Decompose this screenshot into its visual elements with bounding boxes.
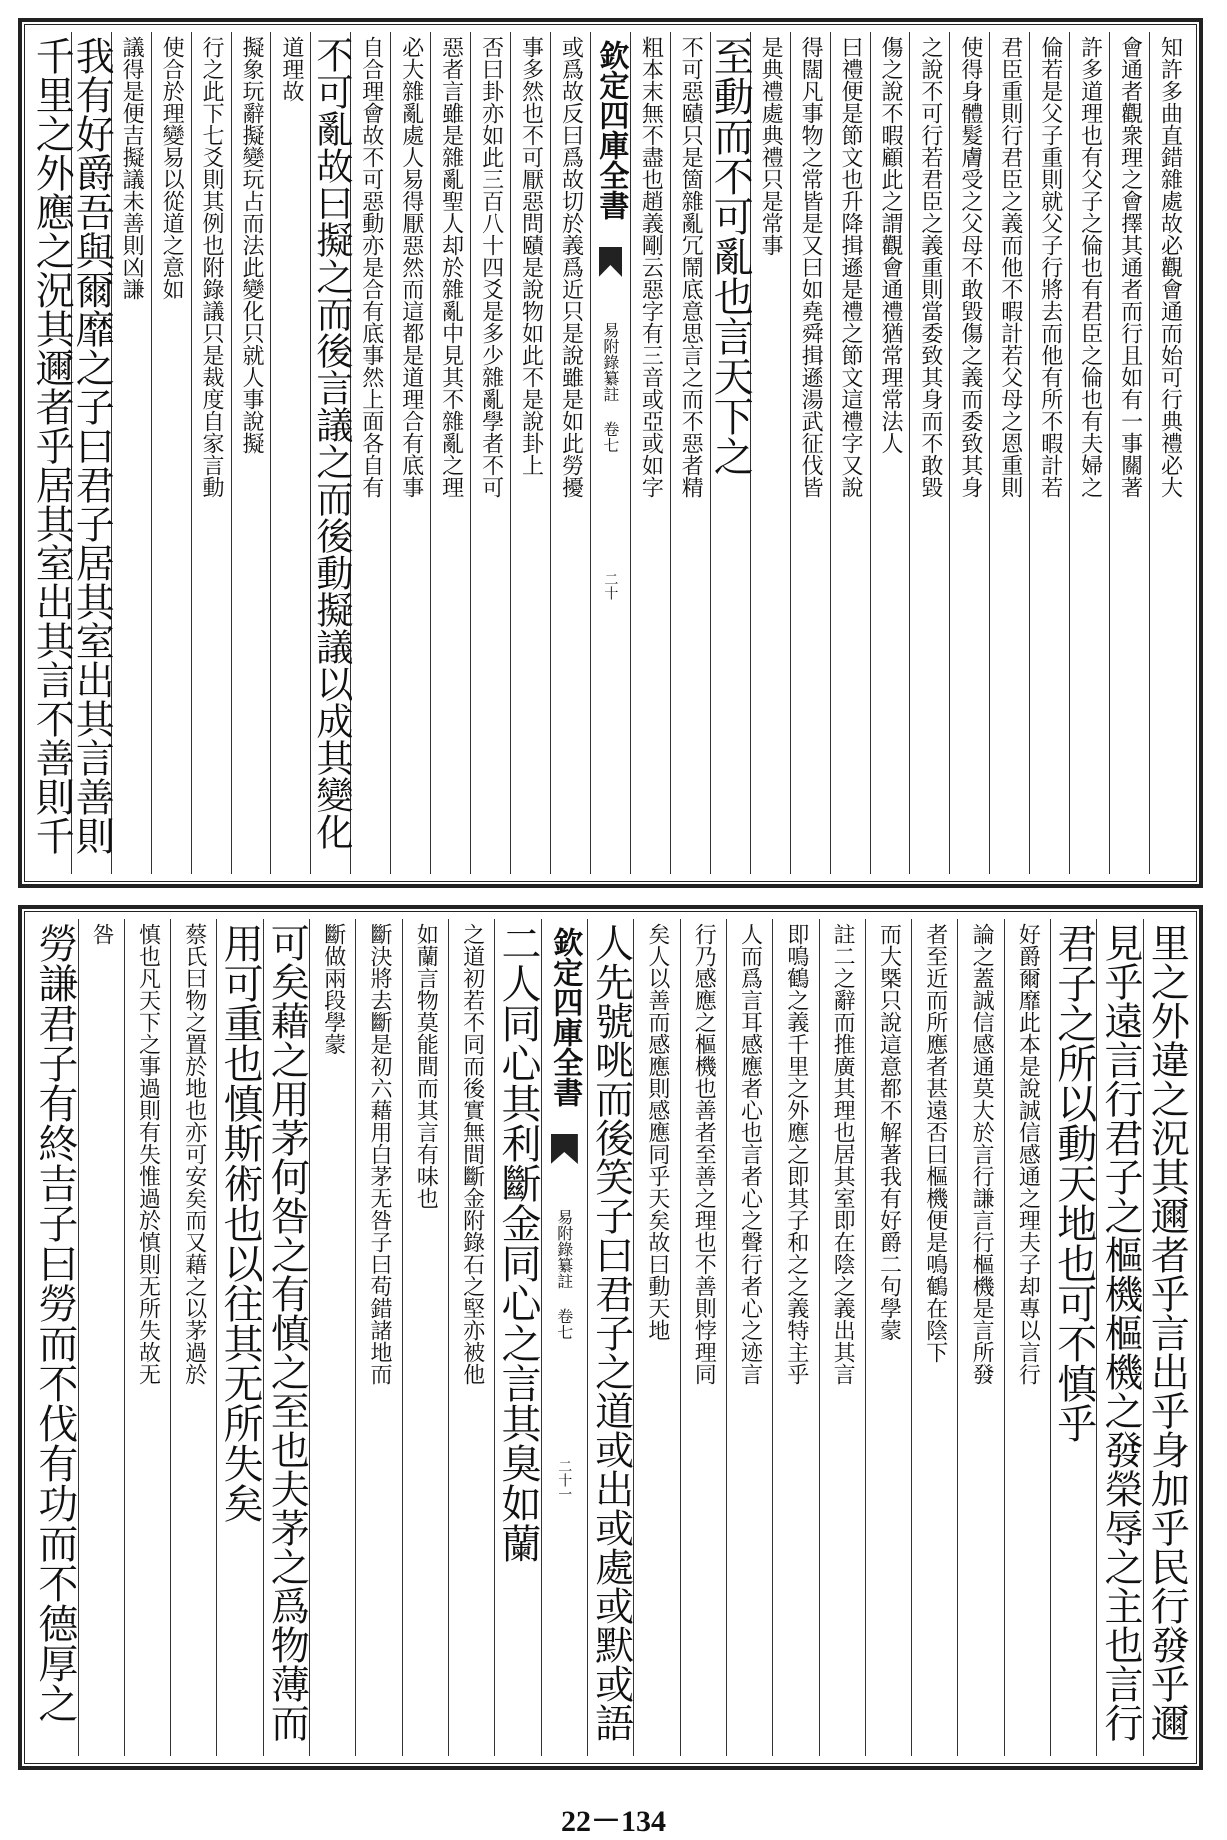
- commentary-text: 曰禮便是節文也升降揖遜是禮之節文這禮字又說: [838, 36, 864, 498]
- commentary-column: [355, 919, 401, 1756]
- commentary-column: [191, 32, 231, 874]
- center-fold-column: [590, 32, 630, 874]
- main-text: 見乎遠言行君子之樞機樞機之發榮辱之主也言行: [1098, 923, 1144, 1742]
- commentary-column: [680, 919, 726, 1756]
- commentary-text: 會通者觀衆理之會擇其通者而行且如有一事關著: [1117, 36, 1143, 498]
- main-text: 人先號咷而後笑子曰君子之道或出或處或默或語: [588, 923, 634, 1742]
- commentary-column: [726, 919, 772, 1756]
- commentary-text: 得闊凡事物之常皆是又曰如堯舜揖遜湯武征伐皆: [798, 36, 824, 498]
- commentary-column: [309, 919, 355, 1756]
- main-text-column: [309, 32, 353, 874]
- commentary-text: 使合於理變易以從道之意如: [159, 36, 185, 300]
- folio-number: 二十一: [556, 1459, 573, 1501]
- volume-label: 易附錄纂註 卷七: [600, 322, 620, 453]
- commentary-column: [78, 919, 124, 1756]
- commentary-text: 許多道理也有父子之倫也有君臣之倫也有夫婦之: [1077, 36, 1103, 498]
- commentary-text: 粗本末無不盡也趙義剛云惡字有三音或亞或如字: [638, 36, 664, 498]
- main-text: 里之外違之況其邇者乎言出乎身加乎民行發乎邇: [1144, 923, 1190, 1742]
- main-text-column: [494, 919, 540, 1756]
- commentary-text: 矣人以善而感應則感應同乎天矣故曰動天地: [644, 923, 670, 1341]
- commentary-column: [772, 919, 818, 1756]
- commentary-text: 擬象玩辭擬變玩占而法此變化只就人事說擬: [238, 36, 264, 454]
- commentary-column: [949, 32, 989, 874]
- main-text-column: [1143, 919, 1189, 1756]
- commentary-text: 道理故: [278, 36, 304, 102]
- main-text: 勞謙君子有終吉子曰勞而不伐有功而不德厚之: [31, 923, 78, 1723]
- commentary-column: [151, 32, 191, 874]
- main-text-column: [216, 919, 262, 1756]
- commentary-column: [402, 919, 448, 1756]
- bottom-page-frame: [18, 905, 1203, 1770]
- commentary-text: 事多然也不可厭惡問賾是說物如此不是說卦上: [518, 36, 544, 476]
- commentary-text: 君臣重則行君臣之義而他不暇計若父母之恩重則: [997, 36, 1023, 498]
- main-text-column: [1096, 919, 1142, 1756]
- top-page-frame: [18, 18, 1203, 888]
- commentary-column: [1029, 32, 1069, 874]
- commentary-text: 斷做兩段學蒙: [320, 923, 346, 1055]
- commentary-text: 行乃感應之樞機也善者至善之理也不善則悖理同: [691, 923, 717, 1385]
- fish-tail-mark: [599, 247, 622, 277]
- main-text: 我有好爵吾與爾靡之子曰君子居其室出其言善則: [69, 36, 115, 855]
- bottom-columns: [32, 919, 1189, 1756]
- commentary-column: [911, 919, 957, 1756]
- commentary-column: [430, 32, 470, 874]
- main-text: 二人同心其利斷金同心之言其臭如蘭: [494, 923, 541, 1563]
- main-text-column: [707, 32, 754, 874]
- volume-label: 易附錄纂註 卷七: [554, 1209, 574, 1340]
- commentary-column: [1069, 32, 1109, 874]
- commentary-text: 論之蓋誠信感通莫大於言行謙言行樞機是言所發: [969, 923, 995, 1385]
- commentary-column: [448, 919, 494, 1756]
- commentary-text: 傷之說不暇顧此之謂觀會通禮猶常理常法人: [877, 36, 903, 454]
- book-title-header: 欽定四庫全書: [547, 927, 583, 1107]
- commentary-text: 者至近而所應者甚遠否曰樞機便是鳴鶴在陰下: [922, 923, 948, 1363]
- commentary-column: [111, 32, 151, 874]
- commentary-column: [989, 32, 1029, 874]
- commentary-text: 否曰卦亦如此三百八十四爻是多少雜亂學者不可: [478, 36, 504, 498]
- commentary-text: 知許多曲直錯雜處故必觀會通而始可行典禮必大: [1157, 36, 1183, 498]
- main-text: 可矣藉之用茅何咎之有慎之至也夫茅之爲物薄而: [264, 923, 310, 1742]
- center-fold-column: [541, 919, 587, 1756]
- commentary-column: [1149, 32, 1189, 874]
- commentary-text: 即鳴鶴之義千里之外應之即其子和之之義特主乎: [783, 923, 809, 1385]
- commentary-text: 慎也凡天下之事過則有失惟過於慎則无所失故无: [135, 923, 161, 1385]
- commentary-column: [1109, 32, 1149, 874]
- commentary-column: [630, 32, 670, 874]
- commentary-text: 之說不可行若君臣之義重則當委致其身而不敢毀: [917, 36, 943, 498]
- commentary-text: 咎: [89, 923, 115, 945]
- main-text-column: [29, 32, 75, 874]
- commentary-text: 註二之辭而推廣其理也居其室即在陰之義出其言: [830, 923, 856, 1385]
- commentary-text: 而大槩只說這意都不解著我有好爵二句學蒙: [876, 923, 902, 1341]
- commentary-text: 之道初若不同而後實無間斷金附錄石之堅亦被他: [459, 923, 485, 1385]
- commentary-text: 或爲故反曰爲故切於義爲近只是說雖是如此勞擾: [558, 36, 584, 498]
- commentary-text: 好爵爾靡此本是說誠信感通之理夫子却專以言行: [1015, 923, 1041, 1385]
- commentary-text: 議得是便吉擬議未善則凶謙: [119, 36, 145, 300]
- commentary-text: 使得身體髮膚受之父母不敢毀傷之義而委致其身: [957, 36, 983, 498]
- commentary-column: [790, 32, 830, 874]
- commentary-column: [957, 919, 1003, 1756]
- commentary-column: [750, 32, 790, 874]
- commentary-column: [909, 32, 949, 874]
- commentary-text: 如蘭言物莫能間而其言有味也: [413, 923, 439, 1209]
- commentary-column: [865, 919, 911, 1756]
- commentary-column: [510, 32, 550, 874]
- commentary-text: 人而爲言耳感應者心也言者心之聲行者心之迹言: [737, 923, 763, 1385]
- main-text-column: [263, 919, 309, 1756]
- main-text-column: [69, 32, 115, 874]
- commentary-text: 行之此下七爻則其例也附錄議只是裁度自家言動: [199, 36, 225, 498]
- commentary-column: [633, 919, 679, 1756]
- book-title-header: 欽定四庫全書: [593, 40, 629, 220]
- main-text: 用可重也慎斯術也以往其无所失矣: [217, 923, 264, 1523]
- main-text: 千里之外應之況其邇者乎居其室出其言不善則千: [29, 36, 75, 855]
- fish-tail-mark: [551, 1134, 578, 1164]
- commentary-column: [231, 32, 271, 874]
- commentary-column: [390, 32, 430, 874]
- commentary-text: 惡者言雖是雜亂聖人却於雜亂中見其不雜亂之理: [438, 36, 464, 498]
- commentary-column: [550, 32, 590, 874]
- commentary-text: 是典禮處典禮只是常事: [758, 36, 784, 256]
- commentary-text: 必大雜亂處人易得厭惡然而這都是道理合有底事: [398, 36, 424, 498]
- main-text: 君子之所以動天地也可不慎乎: [1050, 923, 1097, 1443]
- commentary-column: [670, 32, 710, 874]
- main-text-column: [32, 919, 77, 1756]
- commentary-column: [830, 32, 870, 874]
- top-columns: [29, 32, 1189, 874]
- commentary-column: [170, 919, 216, 1756]
- main-text-column: [587, 919, 633, 1756]
- main-text: 不可亂故曰擬之而後言議之而後動擬議以成其變化: [309, 36, 353, 850]
- commentary-text: 自合理會故不可惡動亦是合有底事然上面各自有: [358, 36, 384, 498]
- footer-page-number: 22－134: [561, 1805, 666, 1838]
- main-text: 至動而不可亂也言天下之: [707, 36, 754, 476]
- commentary-column: [1004, 919, 1050, 1756]
- commentary-text: 倫若是父子重則就父子行將去而他有所不暇計若: [1037, 36, 1063, 498]
- commentary-column: [870, 32, 910, 874]
- commentary-column: [124, 919, 170, 1756]
- commentary-column: [470, 32, 510, 874]
- main-text-column: [1050, 919, 1096, 1756]
- commentary-text: 斷決將去斷是初六藉用白茅无咎子曰苟錯諸地而: [367, 923, 393, 1385]
- folio-number: 二十: [602, 572, 619, 600]
- commentary-column: [819, 919, 865, 1756]
- commentary-text: 不可惡賾只是箇雜亂冗鬧底意思言之而不惡者精: [678, 36, 704, 498]
- commentary-column: [350, 32, 390, 874]
- commentary-text: 蔡氏曰物之置於地也亦可安矣而又藉之以茅過於: [181, 923, 207, 1385]
- commentary-column: [270, 32, 310, 874]
